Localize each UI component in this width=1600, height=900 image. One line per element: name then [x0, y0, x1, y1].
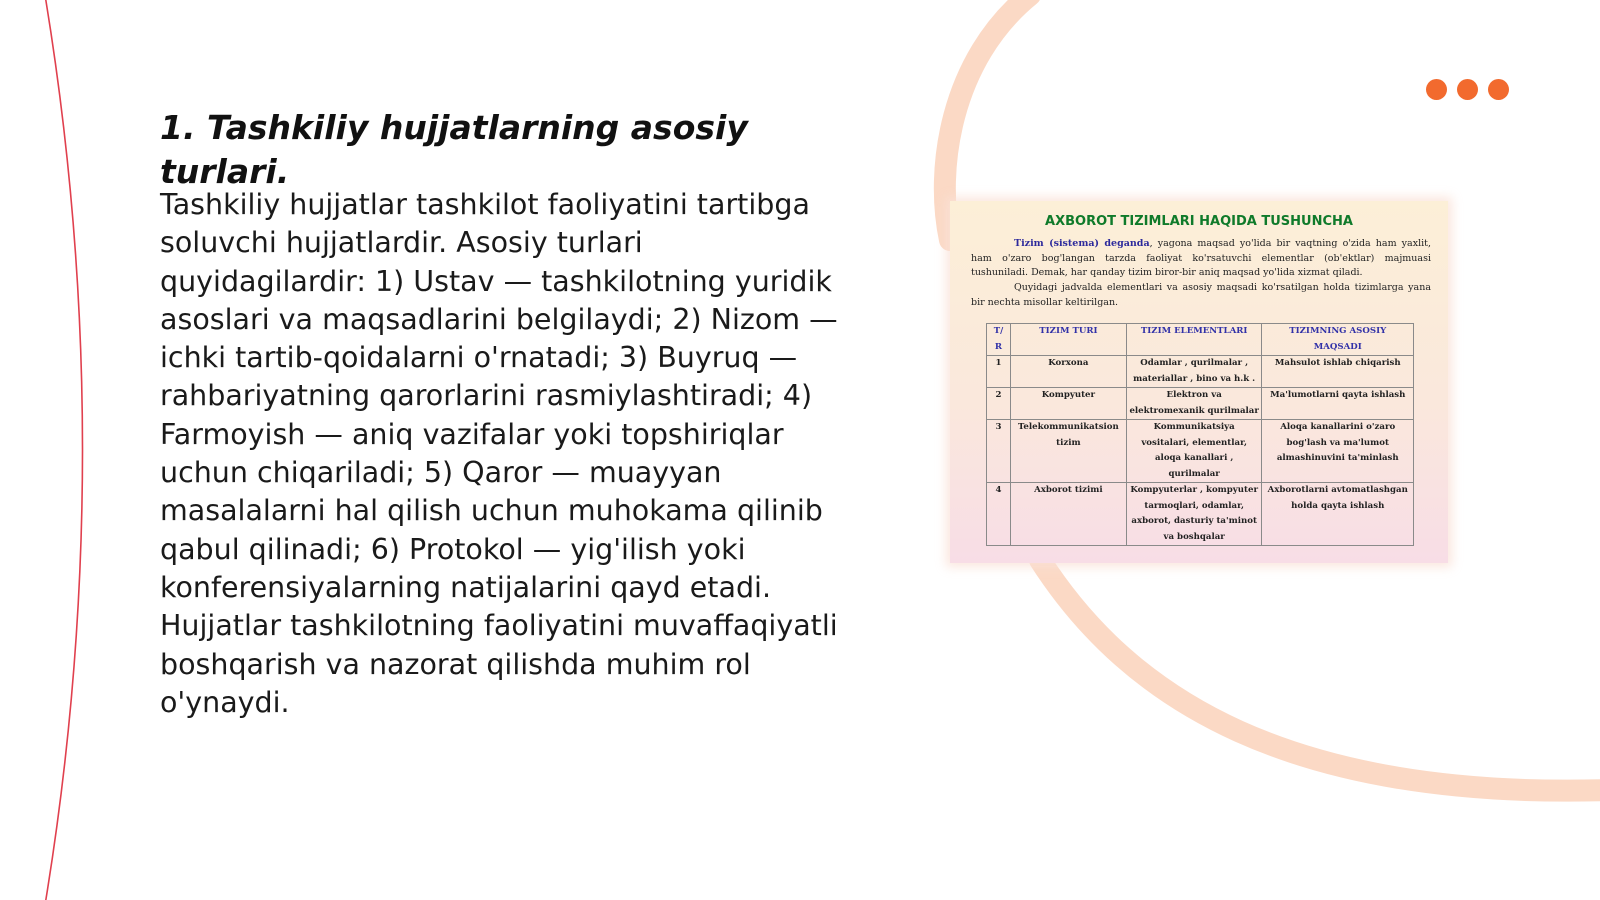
dot-icon — [1488, 79, 1509, 100]
table-cell: Axborot tizimi — [1010, 483, 1126, 546]
table-cell: 2 — [987, 388, 1011, 420]
table-header-row — [987, 324, 1414, 356]
dot-icon — [1457, 79, 1478, 100]
table-cell: Korxona — [1010, 356, 1126, 388]
table-cell: Kommunikatsiya vositalari, elementlar, aloqa kanallari , qurilmalar — [1126, 420, 1262, 483]
table-cell: Kompyuterlar , kompyuter tarmoqlari, odamlar, axborot, dasturiy ta'minot va boshqalar — [1126, 483, 1262, 546]
table-header-cell: TIZIMNING ASOSIY MAQSADI — [1262, 324, 1414, 356]
info-systems-figure — [950, 201, 1448, 563]
table-cell: Axborotlarni avtomatlashgan holda qayta ishlash — [1262, 483, 1414, 546]
table-cell: Mahsulot ishlab chiqarish — [1262, 356, 1414, 388]
table-cell: Telekommunikatsion tizim — [1010, 420, 1126, 483]
figure-paragraph-1-text: , yagona maqsad yo'lida bir vaqtning o'zida ham yaxlit, ham o'zaro bog'langan tarzda faoliyat ko'rsatuvchi elementlar (ob'ektlar) majmuasi tushuniladi. Demak, har qanday tizim biror-bir aniq maqsad yo'lida xizmat qiladi. — [971, 238, 1431, 278]
left-accent-line — [45, 0, 83, 900]
figure-paragraph-1 — [971, 237, 1431, 281]
dot-icon — [1426, 79, 1447, 100]
table-header-cell: TIZIM ELEMENTLARI — [1126, 324, 1262, 356]
slide-body-text: Tashkiliy hujjatlar tashkilot faoliyatini tartibga soluvchi hujjatlardir. Asosiy turlari quyidagilardir: 1) Ustav — tashkilotning yuridik asoslari va maqsadlarini belgilaydi; 2) Nizom — ichki tartib-qoidalarni o'rnatadi; 3) Buyruq — rahbariyatning qarorlarini rasmiylashtiradi; 4) Farmoyish — aniq vazifalar yoki topshiriqlar uchun chiqariladi; 5) Qaror — muayyan masalalarni hal qilish uchun muhokama qilinib qabul qilinadi; 6) Protokol — yig'ilish yoki konferensiyalarning natijalarini qayd etadi. Hujjatlar tashkilotning faoliyatini muvaffaqiyatli boshqarish va nazorat qilishda muhim rol o'ynaydi. — [160, 188, 838, 719]
decorative-ring-arc-lower — [1040, 560, 1600, 791]
menu-dots — [1426, 79, 1509, 100]
systems-table — [986, 323, 1414, 546]
figure-title: AXBOROT TIZIMLARI HAQIDA TUSHUNCHA — [1045, 214, 1353, 229]
table-cell: 1 — [987, 356, 1011, 388]
figure-term-highlight: Tizim (sistema) deganda — [1014, 238, 1150, 249]
table-header-cell: TIZIM TURI — [1010, 324, 1126, 356]
table-cell: Ma'lumotlarni qayta ishlash — [1262, 388, 1414, 420]
table-cell: Kompyuter — [1010, 388, 1126, 420]
table-row — [987, 356, 1414, 388]
table-cell: 3 — [987, 420, 1011, 483]
table-header-cell: T/ R — [987, 324, 1011, 356]
table-cell: Elektron va elektromexanik qurilmalar — [1126, 388, 1262, 420]
table-cell: 4 — [987, 483, 1011, 546]
table-cell: Odamlar , qurilmalar , materiallar , bino va h.k . — [1126, 356, 1262, 388]
table-row — [987, 388, 1414, 420]
slide-title: 1. Tashkiliy hujjatlarning asosiy turlari. — [160, 108, 748, 191]
table-row — [987, 420, 1414, 483]
table-row — [987, 483, 1414, 546]
figure-paragraph-2: Quyidagi jadvalda elementlari va asosiy maqsadi ko'rsatilgan holda tizimlarga yana bir nechta misollar keltirilgan. — [971, 282, 1431, 308]
table-cell: Aloqa kanallarini o'zaro bog'lash va ma'lumot almashinuvini ta'minlash — [1262, 420, 1414, 483]
